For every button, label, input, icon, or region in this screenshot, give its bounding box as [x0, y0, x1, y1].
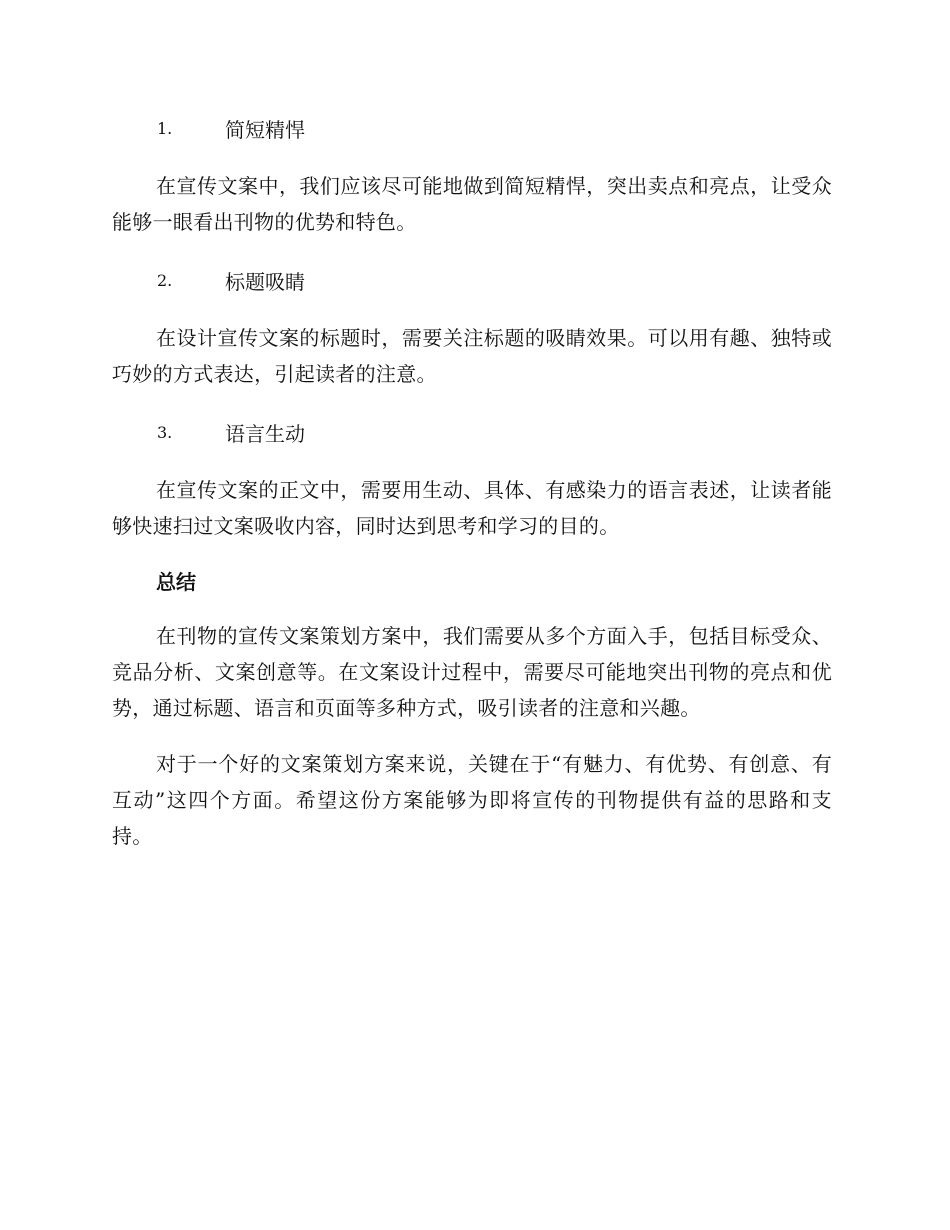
- paragraph-language: 在宣传文案的正文中，需要用生动、具体、有感染力的语言表述，让读者能够快速扫过文案吸收内容，同时达到思考和学习的目的。: [112, 478, 832, 538]
- summary-paragraph-2: 对于一个好的文案策划方案来说，关键在于“有魅力、有优势、有创意、有互动”这四个方面。希望这份方案能够为即将宣传的刊物提供有益的思路和支持。: [112, 752, 832, 848]
- summary-paragraph-1: 在刊物的宣传文案策划方案中，我们需要从多个方面入手，包括目标受众、竞品分析、文案创意等。在文案设计过程中，需要尽可能地突出刊物的亮点和优势，通过标题、语言和页面等多种方式，吸引读者的注意和兴趣。: [112, 624, 832, 720]
- paragraph-headline: 在设计宣传文案的标题时，需要关注标题的吸睛效果。可以用有趣、独特或巧妙的方式表达，引起读者的注意。: [112, 326, 832, 386]
- summary-heading: 总结: [156, 570, 196, 594]
- list-title: 语言生动: [225, 421, 305, 446]
- list-heading-3: [112, 412, 832, 452]
- list-number: 3.: [157, 422, 173, 442]
- list-title: 标题吸睛: [225, 269, 305, 294]
- list-heading-1: [112, 108, 832, 148]
- list-heading-2: [112, 260, 832, 300]
- list-number: 2.: [157, 270, 173, 290]
- document-content: [112, 108, 832, 874]
- list-title: 简短精悍: [225, 117, 305, 142]
- paragraph-brevity: 在宣传文案中，我们应该尽可能地做到简短精悍，突出卖点和亮点，让受众能够一眼看出刊物的优势和特色。: [112, 174, 832, 234]
- list-number: 1.: [157, 118, 173, 138]
